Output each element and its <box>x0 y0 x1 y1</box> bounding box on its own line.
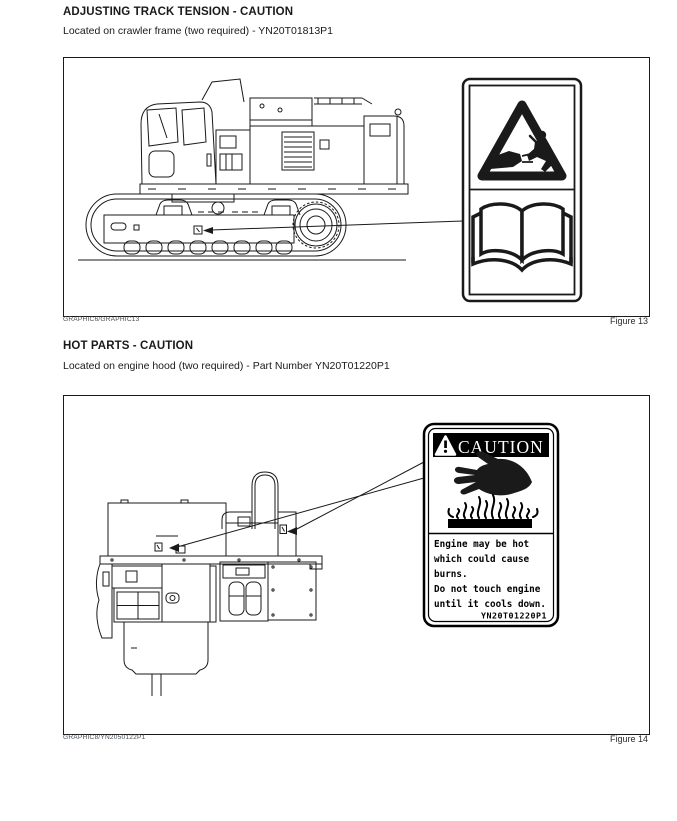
figure-14-drawing <box>64 396 649 734</box>
figure-14 <box>63 395 650 735</box>
leader-line <box>203 221 463 234</box>
section1-location-note: Located on crawler frame (two required) - YN20T01813P1 <box>63 25 334 37</box>
section2-location-note: Located on engine hood (two required) - Part Number YN20T01220P1 <box>63 360 390 372</box>
caution-header-text: CAUTION <box>458 437 544 457</box>
machine-upper-structure-view <box>96 472 322 696</box>
decal-location-marker <box>194 226 202 234</box>
caution-line: Engine may be hot <box>434 539 530 550</box>
hot-surface-bar <box>448 519 532 528</box>
figure-13-graphic-ref: GRAPHIC6/GRAPHIC13 <box>63 316 140 323</box>
figure-13 <box>63 57 650 317</box>
section2-heading: HOT PARTS - CAUTION <box>63 340 194 352</box>
excavator-side-view <box>78 79 408 260</box>
caution-line: burns. <box>434 569 468 580</box>
read-manual-book-icon <box>473 204 571 270</box>
caution-line: which could cause <box>434 554 530 565</box>
caution-part-number: YN20T01220P1 <box>481 610 547 621</box>
figure-14-label: Figure 14 <box>609 733 648 744</box>
caution-line: Do not touch engine <box>434 584 541 595</box>
figure-13-label: Figure 13 <box>609 315 648 326</box>
track-tension-warning-decal <box>463 79 581 301</box>
figure-14-graphic-ref: GRAPHIC8/YN2050122P1 <box>63 734 146 741</box>
hot-parts-caution-decal <box>424 424 558 626</box>
caution-line: until it cools down. <box>434 599 546 610</box>
figure-13-drawing <box>64 58 649 316</box>
section1-heading: ADJUSTING TRACK TENSION - CAUTION <box>63 6 294 18</box>
